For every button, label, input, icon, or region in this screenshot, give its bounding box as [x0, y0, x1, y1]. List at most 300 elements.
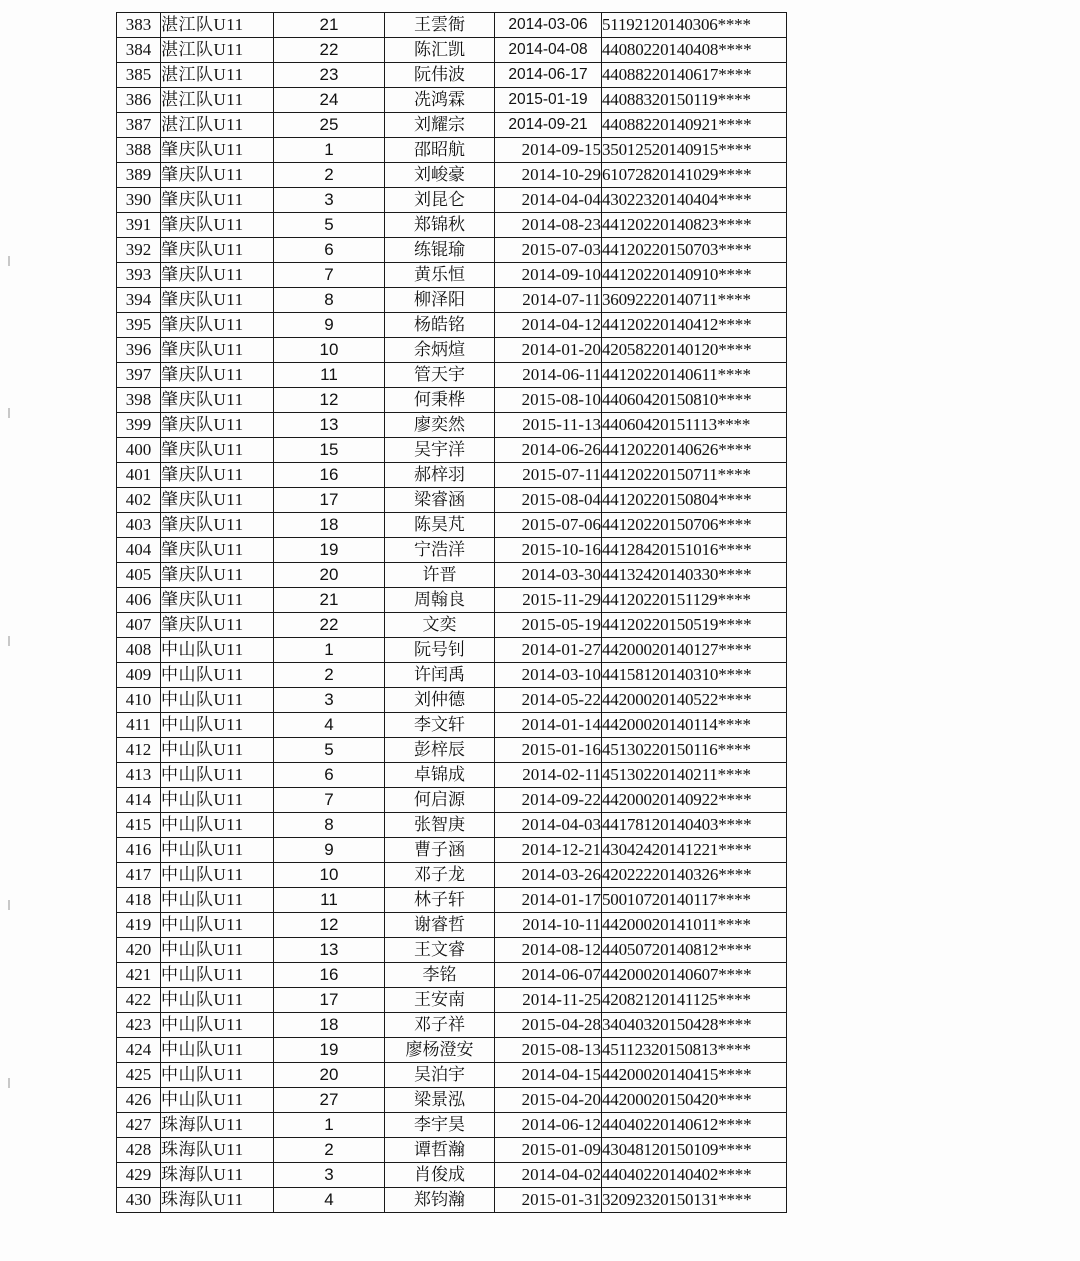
id-number-cell: 44088220140617**** — [602, 63, 787, 88]
id-number-cell: 42022220140326**** — [602, 863, 787, 888]
birth-date-cell: 2014-06-17 — [495, 63, 602, 88]
birth-date-cell: 2015-07-11 — [495, 463, 602, 488]
id-number-cell: 45112320150813**** — [602, 1038, 787, 1063]
row-seq-cell: 418 — [117, 888, 161, 913]
team-cell: 肇庆队U11 — [161, 138, 274, 163]
jersey-number-cell: 2 — [274, 663, 385, 688]
player-name-cell: 刘昆仑 — [385, 188, 495, 213]
player-name-cell: 冼鸿霖 — [385, 88, 495, 113]
id-number-cell: 44120220151129**** — [602, 588, 787, 613]
row-seq-cell: 389 — [117, 163, 161, 188]
id-number-cell: 43042420141221**** — [602, 838, 787, 863]
id-number-cell: 44120220140910**** — [602, 263, 787, 288]
row-seq-cell: 387 — [117, 113, 161, 138]
table-row — [117, 588, 787, 613]
birth-date-cell: 2014-04-04 — [495, 188, 602, 213]
jersey-number-cell: 27 — [274, 1088, 385, 1113]
team-cell: 中山队U11 — [161, 838, 274, 863]
birth-date-cell: 2014-01-14 — [495, 713, 602, 738]
row-seq-cell: 412 — [117, 738, 161, 763]
birth-date-cell: 2014-04-12 — [495, 313, 602, 338]
row-seq-cell: 417 — [117, 863, 161, 888]
player-name-cell: 邵昭航 — [385, 138, 495, 163]
id-number-cell: 44120220150804**** — [602, 488, 787, 513]
row-seq-cell: 430 — [117, 1188, 161, 1213]
birth-date-cell: 2015-07-03 — [495, 238, 602, 263]
birth-date-cell: 2014-06-12 — [495, 1113, 602, 1138]
team-cell: 肇庆队U11 — [161, 563, 274, 588]
table-row — [117, 988, 787, 1013]
id-number-cell: 34040320150428**** — [602, 1013, 787, 1038]
team-cell: 肇庆队U11 — [161, 388, 274, 413]
id-number-cell: 44120220140626**** — [602, 438, 787, 463]
team-cell: 肇庆队U11 — [161, 588, 274, 613]
team-cell: 中山队U11 — [161, 888, 274, 913]
player-name-cell: 黄乐恒 — [385, 263, 495, 288]
player-name-cell: 梁景泓 — [385, 1088, 495, 1113]
row-seq-cell: 383 — [117, 13, 161, 38]
player-name-cell: 练锟瑜 — [385, 238, 495, 263]
jersey-number-cell: 6 — [274, 238, 385, 263]
player-name-cell: 管天宇 — [385, 363, 495, 388]
birth-date-cell: 2014-03-30 — [495, 563, 602, 588]
player-name-cell: 廖杨澄安 — [385, 1038, 495, 1063]
table-row — [117, 1163, 787, 1188]
row-seq-cell: 423 — [117, 1013, 161, 1038]
birth-date-cell: 2015-05-19 — [495, 613, 602, 638]
player-name-cell: 梁睿涵 — [385, 488, 495, 513]
team-cell: 中山队U11 — [161, 738, 274, 763]
id-number-cell: 44178120140403**** — [602, 813, 787, 838]
table-row — [117, 338, 787, 363]
roster-body — [117, 13, 787, 1213]
birth-date-cell: 2014-04-08 — [495, 38, 602, 63]
player-name-cell: 何启源 — [385, 788, 495, 813]
player-name-cell: 余炳煊 — [385, 338, 495, 363]
player-name-cell: 刘仲德 — [385, 688, 495, 713]
player-name-cell: 陈汇凯 — [385, 38, 495, 63]
birth-date-cell: 2014-09-15 — [495, 138, 602, 163]
birth-date-cell: 2014-06-11 — [495, 363, 602, 388]
id-number-cell: 44088320150119**** — [602, 88, 787, 113]
id-number-cell: 44120220140823**** — [602, 213, 787, 238]
id-number-cell: 44120220140412**** — [602, 313, 787, 338]
team-cell: 肇庆队U11 — [161, 438, 274, 463]
birth-date-cell: 2015-11-29 — [495, 588, 602, 613]
team-cell: 珠海队U11 — [161, 1113, 274, 1138]
row-seq-cell: 386 — [117, 88, 161, 113]
id-number-cell: 36092220140711**** — [602, 288, 787, 313]
jersey-number-cell: 15 — [274, 438, 385, 463]
birth-date-cell: 2015-07-06 — [495, 513, 602, 538]
id-number-cell: 61072820141029**** — [602, 163, 787, 188]
player-name-cell: 郝梓羽 — [385, 463, 495, 488]
jersey-number-cell: 16 — [274, 963, 385, 988]
table-row — [117, 513, 787, 538]
birth-date-cell: 2015-04-20 — [495, 1088, 602, 1113]
row-seq-cell: 391 — [117, 213, 161, 238]
id-number-cell: 43022320140404**** — [602, 188, 787, 213]
player-name-cell: 李文轩 — [385, 713, 495, 738]
row-seq-cell: 396 — [117, 338, 161, 363]
row-seq-cell: 420 — [117, 938, 161, 963]
id-number-cell: 44200020150420**** — [602, 1088, 787, 1113]
team-cell: 中山队U11 — [161, 1013, 274, 1038]
row-seq-cell: 425 — [117, 1063, 161, 1088]
table-row — [117, 738, 787, 763]
table-row — [117, 663, 787, 688]
player-name-cell: 许晋 — [385, 563, 495, 588]
id-number-cell: 44060420151113**** — [602, 413, 787, 438]
birth-date-cell: 2014-04-03 — [495, 813, 602, 838]
id-number-cell: 44120220150711**** — [602, 463, 787, 488]
player-name-cell: 郑钧瀚 — [385, 1188, 495, 1213]
jersey-number-cell: 1 — [274, 638, 385, 663]
birth-date-cell: 2014-06-07 — [495, 963, 602, 988]
row-seq-cell: 401 — [117, 463, 161, 488]
team-cell: 湛江队U11 — [161, 113, 274, 138]
jersey-number-cell: 7 — [274, 263, 385, 288]
id-number-cell: 44200020140114**** — [602, 713, 787, 738]
id-number-cell: 44158120140310**** — [602, 663, 787, 688]
team-cell: 中山队U11 — [161, 663, 274, 688]
team-cell: 肇庆队U11 — [161, 163, 274, 188]
birth-date-cell: 2014-12-21 — [495, 838, 602, 863]
birth-date-cell: 2014-04-15 — [495, 1063, 602, 1088]
table-row — [117, 763, 787, 788]
jersey-number-cell: 3 — [274, 1163, 385, 1188]
table-row — [117, 938, 787, 963]
jersey-number-cell: 3 — [274, 188, 385, 213]
team-cell: 中山队U11 — [161, 788, 274, 813]
birth-date-cell: 2014-04-02 — [495, 1163, 602, 1188]
team-cell: 肇庆队U11 — [161, 513, 274, 538]
id-number-cell: 43048120150109**** — [602, 1138, 787, 1163]
birth-date-cell: 2015-08-13 — [495, 1038, 602, 1063]
team-cell: 中山队U11 — [161, 638, 274, 663]
team-cell: 中山队U11 — [161, 1038, 274, 1063]
table-row — [117, 713, 787, 738]
row-seq-cell: 428 — [117, 1138, 161, 1163]
table-row — [117, 963, 787, 988]
team-cell: 中山队U11 — [161, 913, 274, 938]
player-name-cell: 宁浩洋 — [385, 538, 495, 563]
row-seq-cell: 395 — [117, 313, 161, 338]
table-row — [117, 613, 787, 638]
birth-date-cell: 2014-10-11 — [495, 913, 602, 938]
team-cell: 肇庆队U11 — [161, 238, 274, 263]
id-number-cell: 44120220150706**** — [602, 513, 787, 538]
row-seq-cell: 398 — [117, 388, 161, 413]
row-seq-cell: 400 — [117, 438, 161, 463]
id-number-cell: 44120220150703**** — [602, 238, 787, 263]
player-name-cell: 卓锦成 — [385, 763, 495, 788]
jersey-number-cell: 10 — [274, 338, 385, 363]
table-row — [117, 1063, 787, 1088]
jersey-number-cell: 20 — [274, 1063, 385, 1088]
team-cell: 中山队U11 — [161, 1088, 274, 1113]
table-row — [117, 413, 787, 438]
id-number-cell: 42082120141125**** — [602, 988, 787, 1013]
jersey-number-cell: 18 — [274, 1013, 385, 1038]
birth-date-cell: 2014-03-10 — [495, 663, 602, 688]
table-row — [117, 1188, 787, 1213]
jersey-number-cell: 22 — [274, 613, 385, 638]
player-name-cell: 何秉桦 — [385, 388, 495, 413]
row-seq-cell: 393 — [117, 263, 161, 288]
table-row — [117, 313, 787, 338]
table-row — [117, 1113, 787, 1138]
row-seq-cell: 421 — [117, 963, 161, 988]
table-row — [117, 438, 787, 463]
row-seq-cell: 415 — [117, 813, 161, 838]
player-name-cell: 阮号钊 — [385, 638, 495, 663]
birth-date-cell: 2015-01-16 — [495, 738, 602, 763]
player-name-cell: 文奕 — [385, 613, 495, 638]
team-cell: 中山队U11 — [161, 688, 274, 713]
row-seq-cell: 384 — [117, 38, 161, 63]
id-number-cell: 44200020140127**** — [602, 638, 787, 663]
jersey-number-cell: 3 — [274, 688, 385, 713]
row-seq-cell: 392 — [117, 238, 161, 263]
player-name-cell: 陈昊芃 — [385, 513, 495, 538]
player-name-cell: 周翰良 — [385, 588, 495, 613]
player-name-cell: 谭哲瀚 — [385, 1138, 495, 1163]
table-row — [117, 88, 787, 113]
id-number-cell: 50010720140117**** — [602, 888, 787, 913]
table-row — [117, 538, 787, 563]
id-number-cell: 44060420150810**** — [602, 388, 787, 413]
row-seq-cell: 385 — [117, 63, 161, 88]
jersey-number-cell: 11 — [274, 363, 385, 388]
team-cell: 珠海队U11 — [161, 1138, 274, 1163]
player-name-cell: 杨皓铭 — [385, 313, 495, 338]
birth-date-cell: 2014-01-27 — [495, 638, 602, 663]
id-number-cell: 44200020140522**** — [602, 688, 787, 713]
table-row — [117, 488, 787, 513]
player-name-cell: 林子轩 — [385, 888, 495, 913]
player-name-cell: 刘峻豪 — [385, 163, 495, 188]
row-seq-cell: 407 — [117, 613, 161, 638]
jersey-number-cell: 12 — [274, 913, 385, 938]
jersey-number-cell: 8 — [274, 813, 385, 838]
birth-date-cell: 2014-03-26 — [495, 863, 602, 888]
birth-date-cell: 2014-01-20 — [495, 338, 602, 363]
team-cell: 中山队U11 — [161, 863, 274, 888]
team-cell: 珠海队U11 — [161, 1163, 274, 1188]
player-name-cell: 柳泽阳 — [385, 288, 495, 313]
jersey-number-cell: 7 — [274, 788, 385, 813]
table-row — [117, 363, 787, 388]
row-seq-cell: 409 — [117, 663, 161, 688]
jersey-number-cell: 1 — [274, 1113, 385, 1138]
row-seq-cell: 413 — [117, 763, 161, 788]
table-row — [117, 1088, 787, 1113]
jersey-number-cell: 4 — [274, 713, 385, 738]
row-seq-cell: 424 — [117, 1038, 161, 1063]
jersey-number-cell: 13 — [274, 413, 385, 438]
id-number-cell: 44080220140408**** — [602, 38, 787, 63]
team-cell: 珠海队U11 — [161, 1188, 274, 1213]
birth-date-cell: 2014-03-06 — [495, 13, 602, 38]
jersey-number-cell: 13 — [274, 938, 385, 963]
scan-edge-mark — [8, 408, 10, 418]
table-row — [117, 688, 787, 713]
table-row — [117, 913, 787, 938]
scan-edge-mark — [8, 1078, 10, 1088]
jersey-number-cell: 10 — [274, 863, 385, 888]
row-seq-cell: 429 — [117, 1163, 161, 1188]
row-seq-cell: 411 — [117, 713, 161, 738]
table-row — [117, 838, 787, 863]
player-name-cell: 阮伟波 — [385, 63, 495, 88]
birth-date-cell: 2014-10-29 — [495, 163, 602, 188]
table-row — [117, 463, 787, 488]
birth-date-cell: 2014-09-22 — [495, 788, 602, 813]
table-row — [117, 788, 787, 813]
id-number-cell: 44040220140402**** — [602, 1163, 787, 1188]
id-number-cell: 45130220140211**** — [602, 763, 787, 788]
team-cell: 湛江队U11 — [161, 38, 274, 63]
team-cell: 湛江队U11 — [161, 63, 274, 88]
table-row — [117, 13, 787, 38]
table-row — [117, 263, 787, 288]
player-name-cell: 廖奕然 — [385, 413, 495, 438]
birth-date-cell: 2014-11-25 — [495, 988, 602, 1013]
player-name-cell: 吴宇洋 — [385, 438, 495, 463]
table-row — [117, 1013, 787, 1038]
player-name-cell: 许闰禹 — [385, 663, 495, 688]
player-name-cell: 王安南 — [385, 988, 495, 1013]
player-name-cell: 郑锦秋 — [385, 213, 495, 238]
jersey-number-cell: 19 — [274, 1038, 385, 1063]
id-number-cell: 44120220150519**** — [602, 613, 787, 638]
player-name-cell: 李铭 — [385, 963, 495, 988]
table-row — [117, 863, 787, 888]
team-cell: 湛江队U11 — [161, 13, 274, 38]
player-name-cell: 李宇昊 — [385, 1113, 495, 1138]
id-number-cell: 45130220150116**** — [602, 738, 787, 763]
jersey-number-cell: 12 — [274, 388, 385, 413]
table-row — [117, 813, 787, 838]
row-seq-cell: 408 — [117, 638, 161, 663]
row-seq-cell: 414 — [117, 788, 161, 813]
birth-date-cell: 2014-09-10 — [495, 263, 602, 288]
player-roster-table — [116, 12, 787, 1213]
jersey-number-cell: 17 — [274, 488, 385, 513]
scan-edge-mark — [8, 256, 10, 266]
jersey-number-cell: 23 — [274, 63, 385, 88]
row-seq-cell: 405 — [117, 563, 161, 588]
birth-date-cell: 2015-04-28 — [495, 1013, 602, 1038]
team-cell: 肇庆队U11 — [161, 338, 274, 363]
jersey-number-cell: 20 — [274, 563, 385, 588]
id-number-cell: 42058220140120**** — [602, 338, 787, 363]
row-seq-cell: 426 — [117, 1088, 161, 1113]
team-cell: 中山队U11 — [161, 813, 274, 838]
row-seq-cell: 394 — [117, 288, 161, 313]
birth-date-cell: 2014-08-23 — [495, 213, 602, 238]
id-number-cell: 44120220140611**** — [602, 363, 787, 388]
table-row — [117, 638, 787, 663]
player-name-cell: 邓子龙 — [385, 863, 495, 888]
team-cell: 中山队U11 — [161, 988, 274, 1013]
jersey-number-cell: 21 — [274, 588, 385, 613]
birth-date-cell: 2014-09-21 — [495, 113, 602, 138]
birth-date-cell: 2015-01-19 — [495, 88, 602, 113]
team-cell: 肇庆队U11 — [161, 488, 274, 513]
scan-edge-mark — [8, 900, 10, 910]
jersey-number-cell: 22 — [274, 38, 385, 63]
table-row — [117, 38, 787, 63]
player-name-cell: 王文睿 — [385, 938, 495, 963]
row-seq-cell: 410 — [117, 688, 161, 713]
row-seq-cell: 402 — [117, 488, 161, 513]
player-name-cell: 刘耀宗 — [385, 113, 495, 138]
table-row — [117, 288, 787, 313]
team-cell: 肇庆队U11 — [161, 188, 274, 213]
id-number-cell: 44088220140921**** — [602, 113, 787, 138]
jersey-number-cell: 24 — [274, 88, 385, 113]
table-row — [117, 563, 787, 588]
scan-edge-mark — [8, 636, 10, 646]
birth-date-cell: 2015-11-13 — [495, 413, 602, 438]
id-number-cell: 44128420151016**** — [602, 538, 787, 563]
table-row — [117, 388, 787, 413]
id-number-cell: 32092320150131**** — [602, 1188, 787, 1213]
team-cell: 肇庆队U11 — [161, 263, 274, 288]
birth-date-cell: 2014-06-26 — [495, 438, 602, 463]
jersey-number-cell: 9 — [274, 838, 385, 863]
birth-date-cell: 2015-01-31 — [495, 1188, 602, 1213]
birth-date-cell: 2014-07-11 — [495, 288, 602, 313]
row-seq-cell: 427 — [117, 1113, 161, 1138]
row-seq-cell: 419 — [117, 913, 161, 938]
row-seq-cell: 403 — [117, 513, 161, 538]
birth-date-cell: 2015-08-10 — [495, 388, 602, 413]
jersey-number-cell: 16 — [274, 463, 385, 488]
row-seq-cell: 422 — [117, 988, 161, 1013]
team-cell: 肇庆队U11 — [161, 538, 274, 563]
team-cell: 肇庆队U11 — [161, 288, 274, 313]
table-row — [117, 163, 787, 188]
jersey-number-cell: 2 — [274, 163, 385, 188]
jersey-number-cell: 5 — [274, 213, 385, 238]
player-name-cell: 彭梓辰 — [385, 738, 495, 763]
jersey-number-cell: 9 — [274, 313, 385, 338]
row-seq-cell: 397 — [117, 363, 161, 388]
birth-date-cell: 2014-05-22 — [495, 688, 602, 713]
jersey-number-cell: 25 — [274, 113, 385, 138]
team-cell: 湛江队U11 — [161, 88, 274, 113]
jersey-number-cell: 6 — [274, 763, 385, 788]
team-cell: 中山队U11 — [161, 938, 274, 963]
player-name-cell: 肖俊成 — [385, 1163, 495, 1188]
team-cell: 中山队U11 — [161, 713, 274, 738]
jersey-number-cell: 4 — [274, 1188, 385, 1213]
team-cell: 中山队U11 — [161, 1063, 274, 1088]
jersey-number-cell: 2 — [274, 1138, 385, 1163]
birth-date-cell: 2014-01-17 — [495, 888, 602, 913]
player-name-cell: 吴泊宇 — [385, 1063, 495, 1088]
player-name-cell: 谢睿哲 — [385, 913, 495, 938]
birth-date-cell: 2015-01-09 — [495, 1138, 602, 1163]
jersey-number-cell: 5 — [274, 738, 385, 763]
row-seq-cell: 399 — [117, 413, 161, 438]
table-row — [117, 238, 787, 263]
team-cell: 肇庆队U11 — [161, 413, 274, 438]
birth-date-cell: 2015-10-16 — [495, 538, 602, 563]
